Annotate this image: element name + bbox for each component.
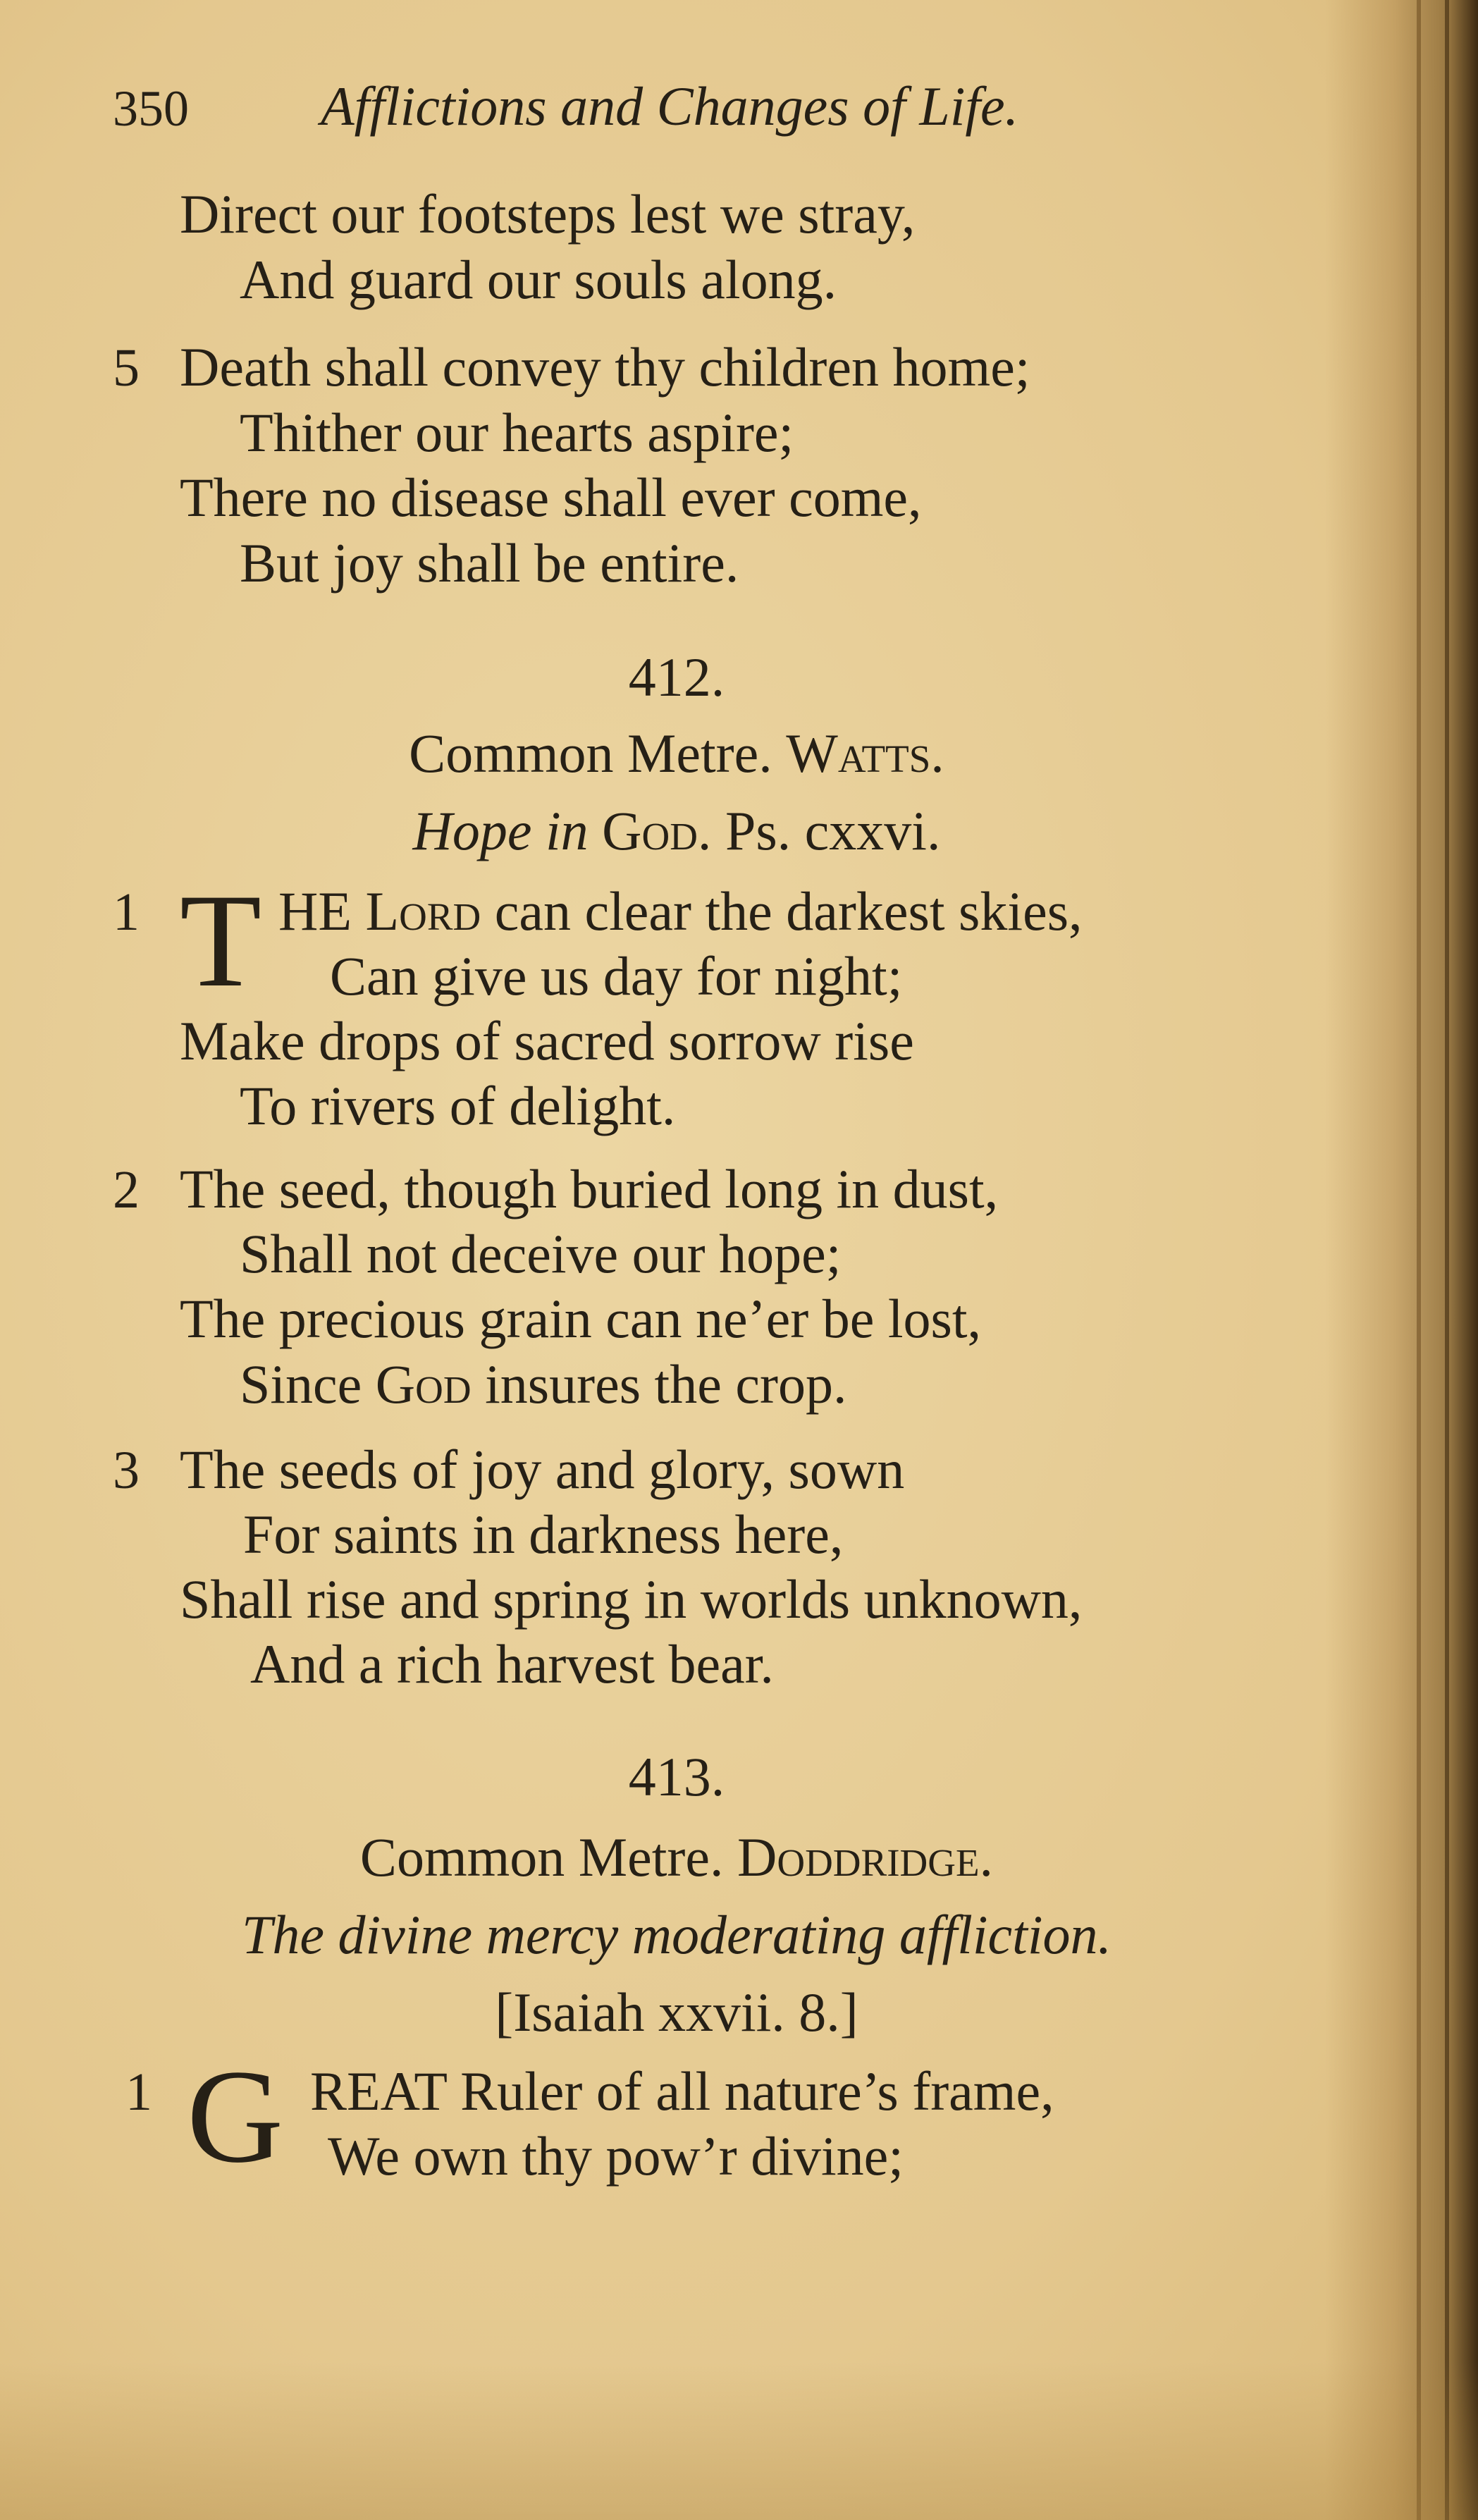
hymn-subtitle-text: Hope in bbox=[412, 800, 589, 861]
hymn-metre-author bbox=[0, 723, 1353, 784]
stanza-number: 5 bbox=[113, 338, 140, 398]
stanza-number: 2 bbox=[113, 1160, 140, 1219]
verse-line: Direct our footsteps lest we stray, bbox=[180, 183, 916, 245]
verse-line: The seeds of joy and glory, sown bbox=[180, 1439, 905, 1500]
hymn-metre: Common Metre. bbox=[359, 1826, 724, 1888]
page-edge-line bbox=[1417, 0, 1421, 2520]
running-title: Afflictions and Changes of Life. bbox=[321, 75, 1019, 137]
drop-cap: G bbox=[187, 2043, 284, 2191]
stanza-number: 1 bbox=[113, 883, 140, 942]
hymn-author: Doddridge. bbox=[737, 1826, 994, 1888]
verse-line: There no disease shall ever come, bbox=[180, 467, 922, 528]
verse-line: Make drops of sacred sorrow rise bbox=[180, 1010, 914, 1071]
verse-text: can clear the darkest skies, bbox=[494, 880, 1083, 942]
page-edge-line bbox=[1445, 0, 1449, 2520]
hymn-author: Watts. bbox=[786, 723, 944, 784]
verse-line: Can give us day for night; bbox=[330, 945, 903, 1007]
verse-line: The seed, though buried long in dust, bbox=[180, 1158, 999, 1219]
verse-line: Thither our hearts aspire; bbox=[240, 402, 794, 463]
hymn-subtitle-psalm: Ps. cxxvi. bbox=[725, 800, 941, 861]
verse-text: insures the crop. bbox=[485, 1353, 847, 1415]
stanza-number: 1 bbox=[125, 2063, 152, 2122]
verse-line: But joy shall be entire. bbox=[240, 532, 739, 594]
hymn-metre-author bbox=[0, 1826, 1353, 1888]
verse-line: REAT Ruler of all nature’s frame, bbox=[310, 2060, 1054, 2122]
hymn-subtitle bbox=[0, 800, 1353, 861]
verse-line: Shall not deceive our hope; bbox=[240, 1223, 842, 1284]
verse-line: The precious grain can ne’er be lost, bbox=[180, 1288, 982, 1349]
verse-line: To rivers of delight. bbox=[240, 1075, 676, 1136]
verse-line bbox=[278, 880, 1083, 942]
drop-cap: T bbox=[180, 867, 262, 1015]
verse-line: And guard our souls along. bbox=[240, 249, 837, 310]
hymn-number: 412. bbox=[628, 646, 725, 708]
verse-line: Shall rise and spring in worlds unknown, bbox=[180, 1568, 1083, 1630]
hymn-metre: Common Metre. bbox=[409, 723, 772, 784]
verse-text: HE bbox=[278, 880, 352, 942]
hymn-subtitle: The divine mercy moderating affliction. bbox=[241, 1904, 1112, 1965]
verse-line: For saints in darkness here, bbox=[243, 1504, 844, 1565]
page-number: 350 bbox=[113, 80, 189, 137]
verse-text-lord: Lord bbox=[365, 880, 481, 942]
verse-text-god: God bbox=[375, 1353, 472, 1415]
stanza-number: 3 bbox=[113, 1441, 140, 1500]
verse-line bbox=[240, 1353, 847, 1415]
verse-line: Death shall convey thy children home; bbox=[180, 336, 1030, 398]
page-edge-shadow bbox=[1325, 0, 1478, 2520]
page-bottom-shadow bbox=[0, 2361, 1478, 2520]
scripture-reference: [Isaiah xxvii. 8.] bbox=[495, 1981, 858, 2043]
verse-line: We own thy pow’r divine; bbox=[328, 2125, 904, 2187]
hymn-number: 413. bbox=[628, 1746, 725, 1807]
verse-line: And a rich harvest bear. bbox=[250, 1633, 774, 1695]
verse-text: Since bbox=[240, 1353, 362, 1415]
hymn-subtitle-god: God. bbox=[602, 800, 712, 861]
